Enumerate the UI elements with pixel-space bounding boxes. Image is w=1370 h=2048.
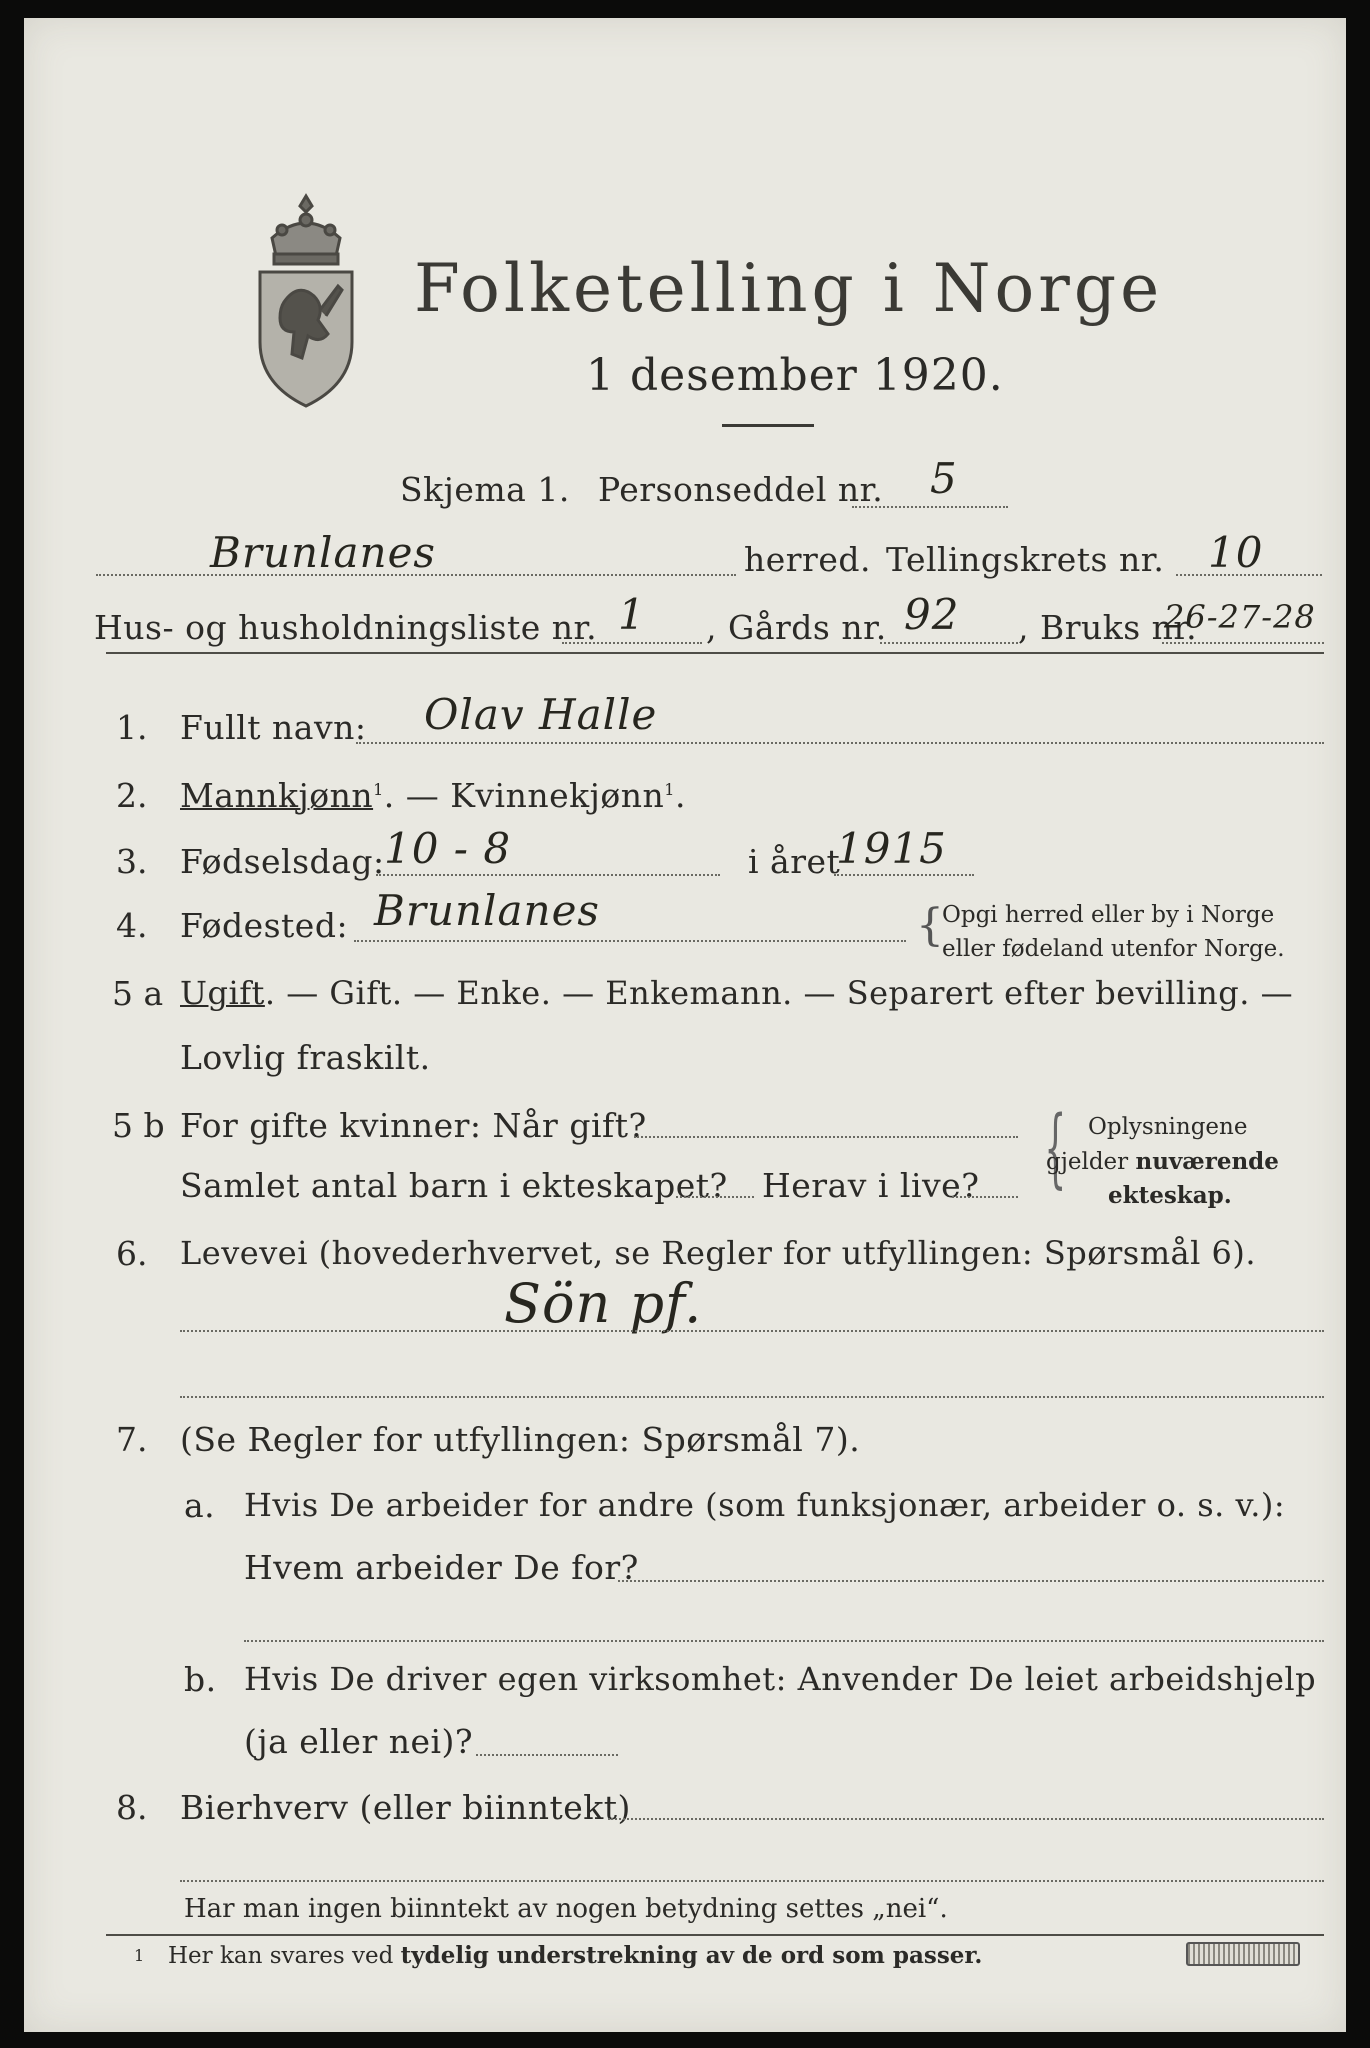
q7b-label-2: (ja eller nei)?	[244, 1722, 474, 1761]
skjema-label: Skjema 1.	[400, 470, 570, 509]
q7a-label-2: Hvem arbeider De for?	[244, 1548, 639, 1587]
printer-stamp	[1186, 1942, 1300, 1966]
q5a-options	[180, 974, 1293, 1012]
q6-number: 6.	[116, 1234, 148, 1273]
q5a-number: 5 a	[112, 974, 164, 1013]
q7-number: 7.	[116, 1420, 148, 1459]
q5b-alive-field-line	[952, 1196, 1018, 1198]
q5b-note-naavaerende: nuværende	[1135, 1148, 1279, 1175]
q7b-letter: b.	[184, 1660, 217, 1699]
coat-of-arms-icon	[250, 190, 362, 410]
q6-value: Sön pf.	[504, 1272, 703, 1335]
personseddel-label: Personseddel nr.	[598, 470, 884, 509]
census-form-sheet	[24, 18, 1346, 2032]
bruks-field-line	[1162, 642, 1324, 644]
herred-label: herred.	[744, 540, 871, 579]
q6-label: Levevei (hovederhvervet, se Regler for utfyllingen: Spørsmål 6).	[180, 1234, 1257, 1272]
q6-field-line-1	[180, 1330, 1324, 1332]
q3-label: Fødselsdag:	[180, 842, 385, 881]
q3-number: 3.	[116, 842, 148, 881]
husliste-label: Hus- og husholdningsliste nr.	[94, 608, 598, 647]
q5b-note-line-2	[1046, 1148, 1279, 1175]
q4-label: Fødested:	[180, 906, 349, 945]
gards-label: , Gårds nr.	[706, 608, 887, 647]
q8-number: 8.	[116, 1788, 148, 1827]
footer-rule	[106, 1934, 1324, 1936]
q5b-label-married: For gifte kvinner: Når gift?	[180, 1106, 647, 1145]
census-date: 1 desember 1920.	[586, 350, 1004, 401]
footnote-text-bold: tydelig understrekning av de ord som passer.	[400, 1942, 983, 1969]
q1-number: 1.	[116, 708, 148, 747]
personseddel-value: 5	[930, 454, 958, 503]
q2-separator: . —	[383, 776, 451, 815]
q5b-label-alive: Herav i live?	[762, 1166, 980, 1205]
q3-value: 10 - 8	[384, 824, 512, 873]
q2-number: 2.	[116, 776, 148, 815]
tellingskrets-label: Tellingskrets nr.	[886, 540, 1165, 579]
q5b-married-field-line	[634, 1136, 1018, 1138]
q5b-note-gjelder: gjelder	[1046, 1149, 1136, 1175]
q5b-number: 5 b	[112, 1106, 165, 1145]
q7a-letter: a.	[184, 1486, 216, 1525]
q5a-ugift-option: Ugift	[180, 974, 265, 1012]
q5b-note-line-3: ekteskap.	[1108, 1182, 1232, 1209]
q2-male-option: Mannkjønn	[180, 776, 374, 815]
q4-value: Brunlanes	[374, 886, 600, 935]
tellingskrets-value: 10	[1208, 528, 1264, 577]
q5b-note-brace: {	[1044, 1098, 1067, 1198]
q7-label: (Se Regler for utfyllingen: Spørsmål 7).	[180, 1420, 861, 1459]
bruks-value: 26-27-28	[1164, 598, 1316, 636]
q4-note-line-1: Opgi herred eller by i Norge	[942, 902, 1275, 928]
herred-value: Brunlanes	[210, 528, 436, 577]
q7a-label-1: Hvis De arbeider for andre (som funksjonær, arbeider o. s. v.):	[244, 1486, 1286, 1524]
footnote-mark: 1	[134, 1946, 145, 1965]
husliste-field-line	[562, 642, 702, 644]
q7b-field-line	[476, 1754, 618, 1756]
q1-field-line	[356, 742, 1324, 744]
q1-label: Fullt navn:	[180, 708, 367, 747]
q8-field-line-2	[180, 1880, 1324, 1882]
q2-end: .	[674, 776, 686, 815]
q7a-field-line-1	[618, 1580, 1324, 1582]
q3-year-label: i året	[748, 842, 841, 881]
bruks-label: , Bruks nr.	[1018, 608, 1198, 647]
gards-field-line	[880, 642, 1018, 644]
q2-female-option: Kvinnekjønn	[450, 776, 665, 815]
q5b-label-children: Samlet antal barn i ekteskapet?	[180, 1166, 728, 1205]
q3-year-value: 1915	[836, 824, 947, 873]
footnote-text	[168, 1942, 982, 1969]
q7a-field-line-2	[244, 1640, 1324, 1642]
q8-label: Bierhverv (eller biinntekt)	[180, 1788, 631, 1827]
header-rule	[106, 652, 1324, 654]
q5a-line-2: Lovlig fraskilt.	[180, 1038, 431, 1077]
q7b-label-1: Hvis De driver egen virksomhet: Anvender De leiet arbeidshjelp	[244, 1660, 1317, 1698]
q4-note-line-2: eller fødeland utenfor Norge.	[942, 936, 1285, 962]
form-title: Folketelling i Norge	[414, 250, 1164, 327]
q5a-other-options: . — Gift. — Enke. — Enkemann. — Separert efter bevilling. —	[264, 974, 1294, 1012]
personseddel-field-line	[852, 506, 1008, 508]
q2-options: Mannkjønn$^1$. — Kvinnekjønn$^1$.	[180, 776, 686, 815]
q3-field-line	[376, 874, 720, 876]
q3-year-field-line	[834, 874, 974, 876]
q8-field-line-1	[608, 1818, 1324, 1820]
q1-value: Olav Halle	[424, 690, 658, 739]
q4-note-bracket: {	[916, 900, 944, 951]
q8-note: Har man ingen biinntekt av nogen betydning settes „nei“.	[184, 1894, 948, 1924]
gards-value: 92	[904, 590, 960, 639]
q4-field-line	[354, 940, 906, 942]
q5b-children-field-line	[676, 1196, 754, 1198]
q6-field-line-2	[180, 1396, 1324, 1398]
title-divider	[722, 424, 814, 427]
q4-number: 4.	[116, 906, 148, 945]
husliste-value: 1	[618, 590, 646, 639]
q5b-note-line-1: Oplysningene	[1088, 1114, 1248, 1140]
footnote-text-plain: Her kan svares ved	[168, 1943, 401, 1969]
